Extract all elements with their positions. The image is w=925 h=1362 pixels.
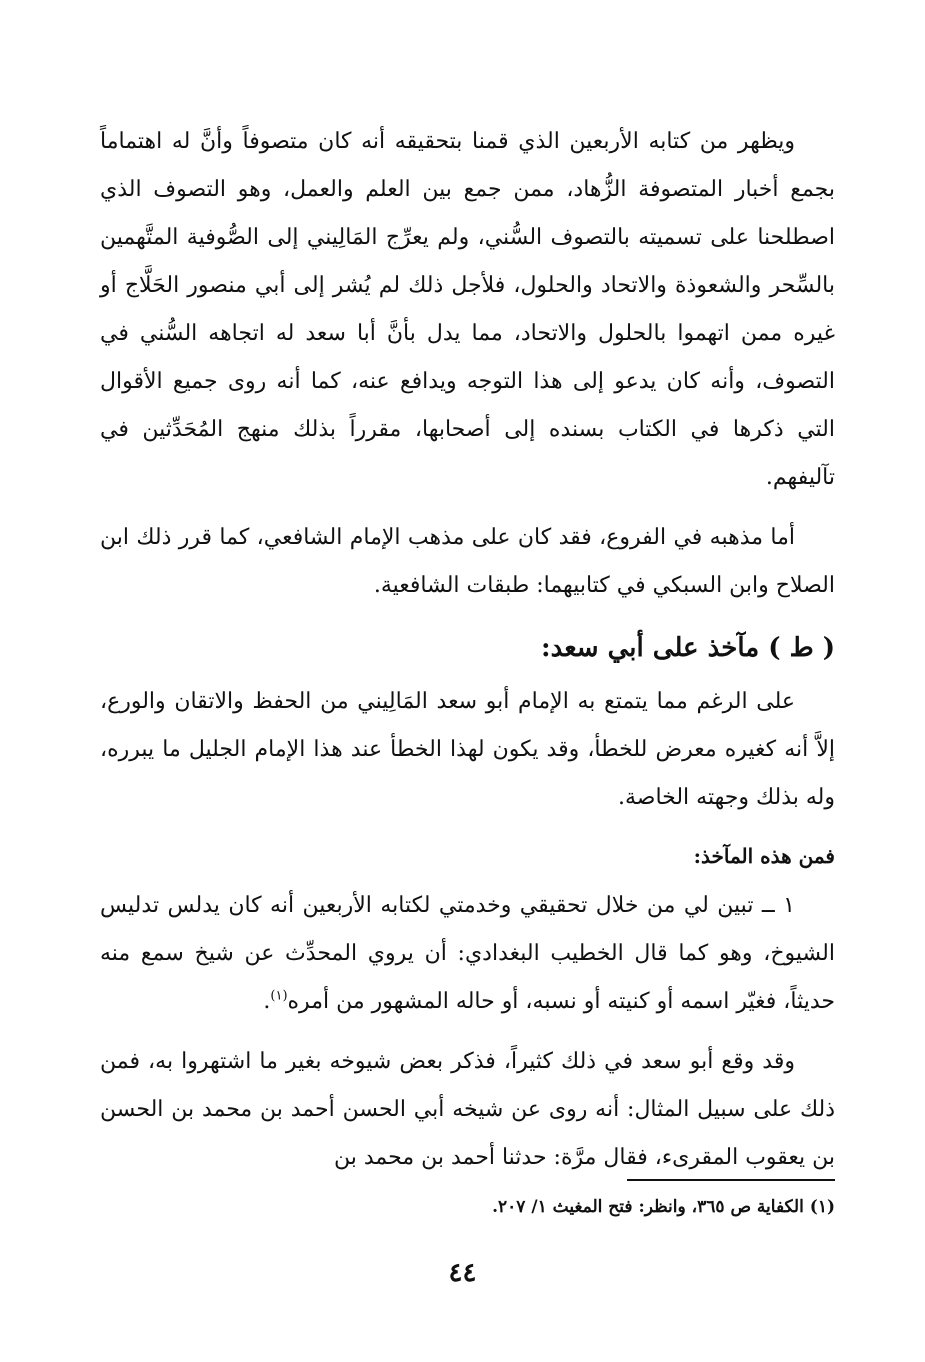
paragraph-2: أما مذهبه في الفروع، فقد كان على مذهب الإمام الشافعي، كما قرر ذلك ابن الصلاح وابن السبكي في كتابيهما: طبقات الشافعية. <box>100 525 835 598</box>
footnote-reference: (١) <box>270 988 288 1004</box>
section-heading: ( ط ) مآخذ على أبي سعد: <box>540 633 835 663</box>
paragraph-4-text: ١ ــ تبين لي من خلال تحقيقي وخدمتي لكتابه الأربعين أنه كان يدلس تدليس الشيوخ، وهو كما قال الخطيب البغدادي: أن يروي المحدِّث عن شيخ سمع منه حديثاً، فغيّر اسمه أو كنيته أو نسبه، أو حاله المشهور من أمره <box>100 893 835 1014</box>
paragraph-5: وقد وقع أبو سعد في ذلك كثيراً، فذكر بعض شيوخه بغير ما اشتهروا به، فمن ذلك على سبيل المثال: أنه روى عن شيخه أبي الحسن أحمد بن محمد بن الحسن بن يعقوب المقرىء، فقال مرَّة: حدثنا أحمد بن محمد بن <box>100 1049 835 1170</box>
paragraph-1: ويظهر من كتابه الأربعين الذي قمنا بتحقيقه أنه كان متصوفاً وأنَّ له اهتماماً بجمع أخبار المتصوفة الزُّهاد، ممن جمع بين العلم والعمل، وهو التصوف الذي اصطلحنا على تسميته بالتصوف السُّني، ولم يعرِّج المَالِيني إلى الصُّوفية المتَّهمين بالسِّحر والشعوذة والاتحاد والحلول، فلأجل ذلك لم يُشر إلى أبي منصور الحَلَّاج أو غيره ممن اتهموا بالحلول والاتحاد، مما يدل بأنَّ أبا سعد له اتجاهه السُّني في التصوف، وأنه كان يدعو إلى هذا التوجه ويدافع عنه، كما أنه روى جميع الأقوال التي ذكرها في الكتاب بسنده إلى أصحابها، مقرراً بذلك منهج المُحَدِّثين في تآليفهم. <box>100 129 836 490</box>
footnote: (١) الكفاية ص ٣٦٥، وانظر: فتح المغيث ١/ ٢٠٧. <box>492 1197 835 1217</box>
page-body <box>100 118 835 1182</box>
subsection-heading: فمن هذه المآخذ: <box>693 844 835 868</box>
footnote-divider <box>627 1179 835 1181</box>
paragraph-3: على الرغم مما يتمتع به الإمام أبو سعد المَالِيني من الحفظ والاتقان والورع، إلاَّ أنه كغيره معرض للخطأ، وقد يكون لهذا الخطأ عند هذا الإمام الجليل ما يبرره، وله بذلك وجهته الخاصة. <box>100 689 835 810</box>
page-number: ٤٤ <box>448 1258 477 1288</box>
paragraph-4-end: . <box>263 989 271 1014</box>
paragraph-4 <box>100 882 835 1026</box>
